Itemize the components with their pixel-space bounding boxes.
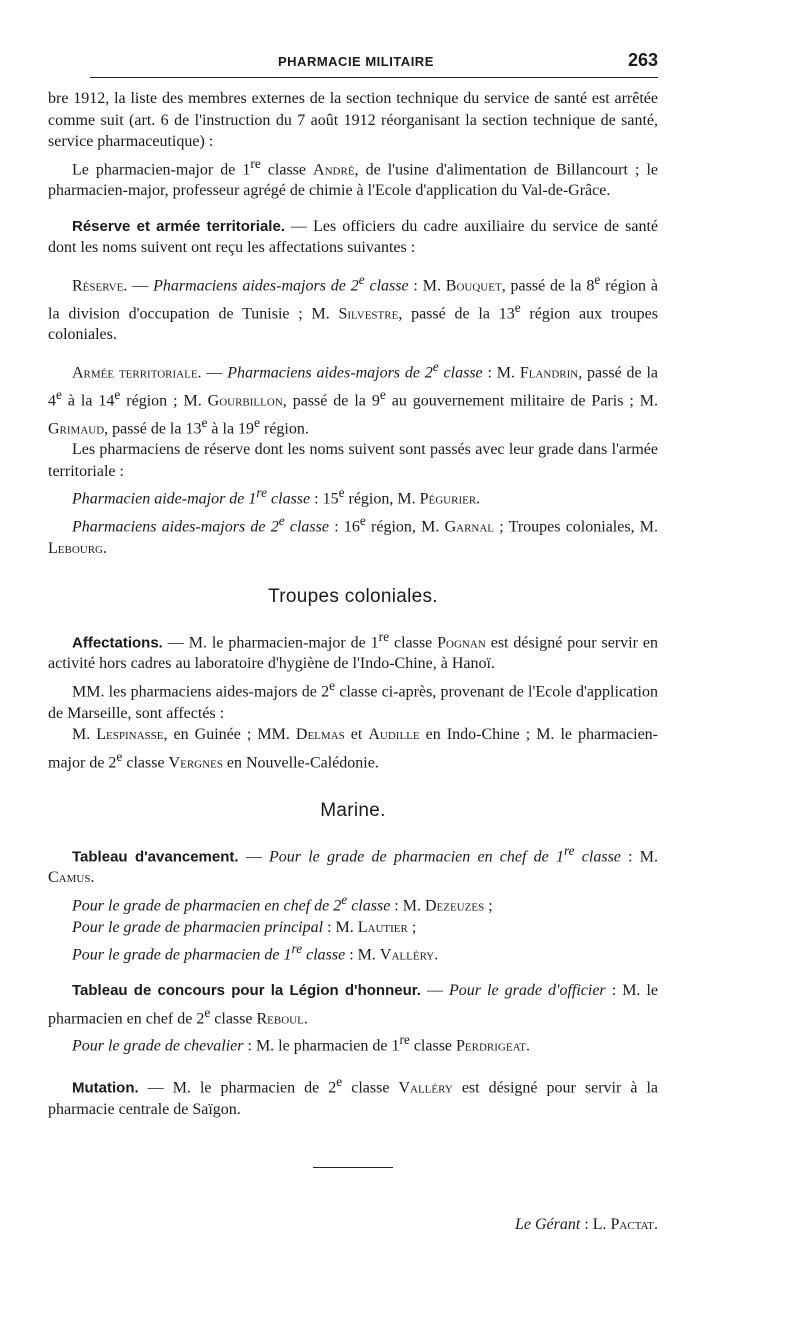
paragraph-heading: Tableau de concours pour la Légion d'honneur.	[72, 982, 421, 1000]
section-title-troupes-coloniales: Troupes coloniales.	[268, 585, 438, 607]
person-name: Valléry	[379, 946, 435, 964]
running-header	[90, 50, 658, 78]
end-rule	[313, 1167, 393, 1168]
signature-line: Le Gérant : L. Pactat.	[514, 1215, 658, 1233]
person-name: Bouquet	[445, 277, 502, 295]
paragraph-heading: Tableau d'avancement.	[72, 847, 239, 865]
person-name: Lebourg	[48, 540, 103, 558]
section-title-marine: Marine.	[320, 799, 386, 821]
paragraph-heading: Réserve et armée territoriale.	[72, 217, 285, 235]
person-name: Pognan	[437, 633, 486, 651]
person-name: Gourbillon	[207, 392, 283, 410]
paragraph-affectes-list: M. Lespinasse, en Guinée ; MM. Delmas et Audille en Indo-Chine ; M. le pharmacien-major de 2e classe Vergnes en Nouvelle-Calédonie.	[48, 726, 658, 772]
page	[48, 50, 658, 1235]
paragraph-aide-major-1re: Pharmacien aide-major de 1re classe : 15e région, M. Pégurier.	[72, 485, 481, 508]
person-name: Flandrin	[519, 364, 579, 382]
paragraph-aides-majors-marseille: MM. les pharmaciens aides-majors de 2e classe ci-après, provenant de l'Ecole d'application de Marseille, sont affectés :	[48, 677, 658, 722]
paragraph-armee-territoriale: Armée territoriale. — Pharmaciens aides-majors de 2e classe : M. Flandrin, passé de la 4e à la 14e région ; M. Gourbillon, passé de la 9e au gouvernement militaire de Paris ; M. Grimaud, passé de la 13e à la 19e région.	[48, 358, 659, 437]
person-name: Reboul	[256, 1009, 304, 1027]
person-name: Perdrigeat	[456, 1037, 527, 1055]
person-name: Pactat	[610, 1215, 654, 1233]
person-name: Audille	[368, 726, 420, 744]
paragraph-legion-honneur: Tableau de concours pour la Légion d'honneur. — Pour le grade d'officier : M. le pharmacien en chef de 2e classe Reboul.	[48, 982, 659, 1027]
paragraph-heading: Mutation.	[72, 1079, 139, 1097]
paragraph-pharmacien-1re: Pour le grade de pharmacien de 1re classe : M. Valléry.	[72, 941, 439, 964]
paragraph-reserve-heading: Réserve et armée territoriale. — Les officiers du cadre auxiliaire du service de santé dont les noms suivent ont reçu les affectations suivantes :	[48, 217, 658, 257]
paragraph-chevalier: Pour le grade de chevalier : M. le pharmacien de 1re classe Perdrigeat.	[72, 1032, 531, 1055]
person-name: Lespinasse	[96, 726, 164, 744]
paragraph-mutation: Mutation. — M. le pharmacien de 2e classe Valléry est désigné pour servir à la pharmacie centrale de Saïgon.	[48, 1074, 659, 1119]
person-name: Garnal	[444, 518, 495, 536]
person-name: Grimaud	[48, 419, 105, 437]
paragraph-chef-2e: Pour le grade de pharmacien en chef de 2e classe : M. Dezeuzes ;	[72, 891, 493, 915]
paragraph-reserve: Réserve. — Pharmaciens aides-majors de 2e classe : M. Bouquet, passé de la 8e région à la division d'occupation de Tunisie ; M. Silvestre, passé de la 13e région aux troupes coloniales.	[48, 271, 659, 344]
paragraph-tableau-avancement: Tableau d'avancement. — Pour le grade de pharmacien en chef de 1re classe : M. Camus.	[48, 842, 659, 887]
person-name: Camus	[48, 869, 91, 887]
paragraph-continued: bre 1912, la liste des membres externes de la section technique du service de santé est arrêtée comme suit (art. 6 de l'instruction du 7 août 1912 réorganisant la section technique de santé, service pharmaceutique) :	[48, 90, 658, 150]
paragraph-heading: Affectations.	[72, 633, 163, 651]
person-name: Silvestre	[338, 304, 399, 322]
person-name: Valléry	[398, 1079, 453, 1097]
person-name: Pégurier	[419, 490, 477, 508]
running-title: PHARMACIE MILITAIRE	[278, 54, 434, 69]
person-name: Delmas	[295, 726, 345, 744]
person-name: Lautier	[357, 918, 408, 936]
person-name: André	[313, 160, 355, 178]
paragraph-affectations: Affectations. — M. le pharmacien-major de 1re classe Pognan est désigné pour servir en activité hors cadres au laboratoire d'hygiène de l'Indo-Chine, à Hanoï.	[48, 628, 659, 673]
paragraph-section-members: Le pharmacien-major de 1re classe André, de l'usine d'alimentation de Billancourt ; le pharmacien-major, professeur agrégé de chimie à l'Ecole d'application du Val-de-Grâce.	[48, 155, 659, 200]
paragraph-reserve-transfer: Les pharmaciens de réserve dont les noms suivent sont passés avec leur grade dans l'armée territoriale :	[48, 441, 658, 480]
paragraph-aides-majors-2e: Pharmaciens aides-majors de 2e classe : 16e région, M. Garnal ; Troupes coloniales, M. Lebourg.	[48, 513, 659, 558]
page-number: 263	[627, 50, 658, 70]
person-name: Dezeuzes	[424, 897, 485, 915]
person-name: Vergnes	[168, 754, 223, 772]
paragraph-principal: Pour le grade de pharmacien principal : M. Lautier ;	[72, 918, 417, 936]
